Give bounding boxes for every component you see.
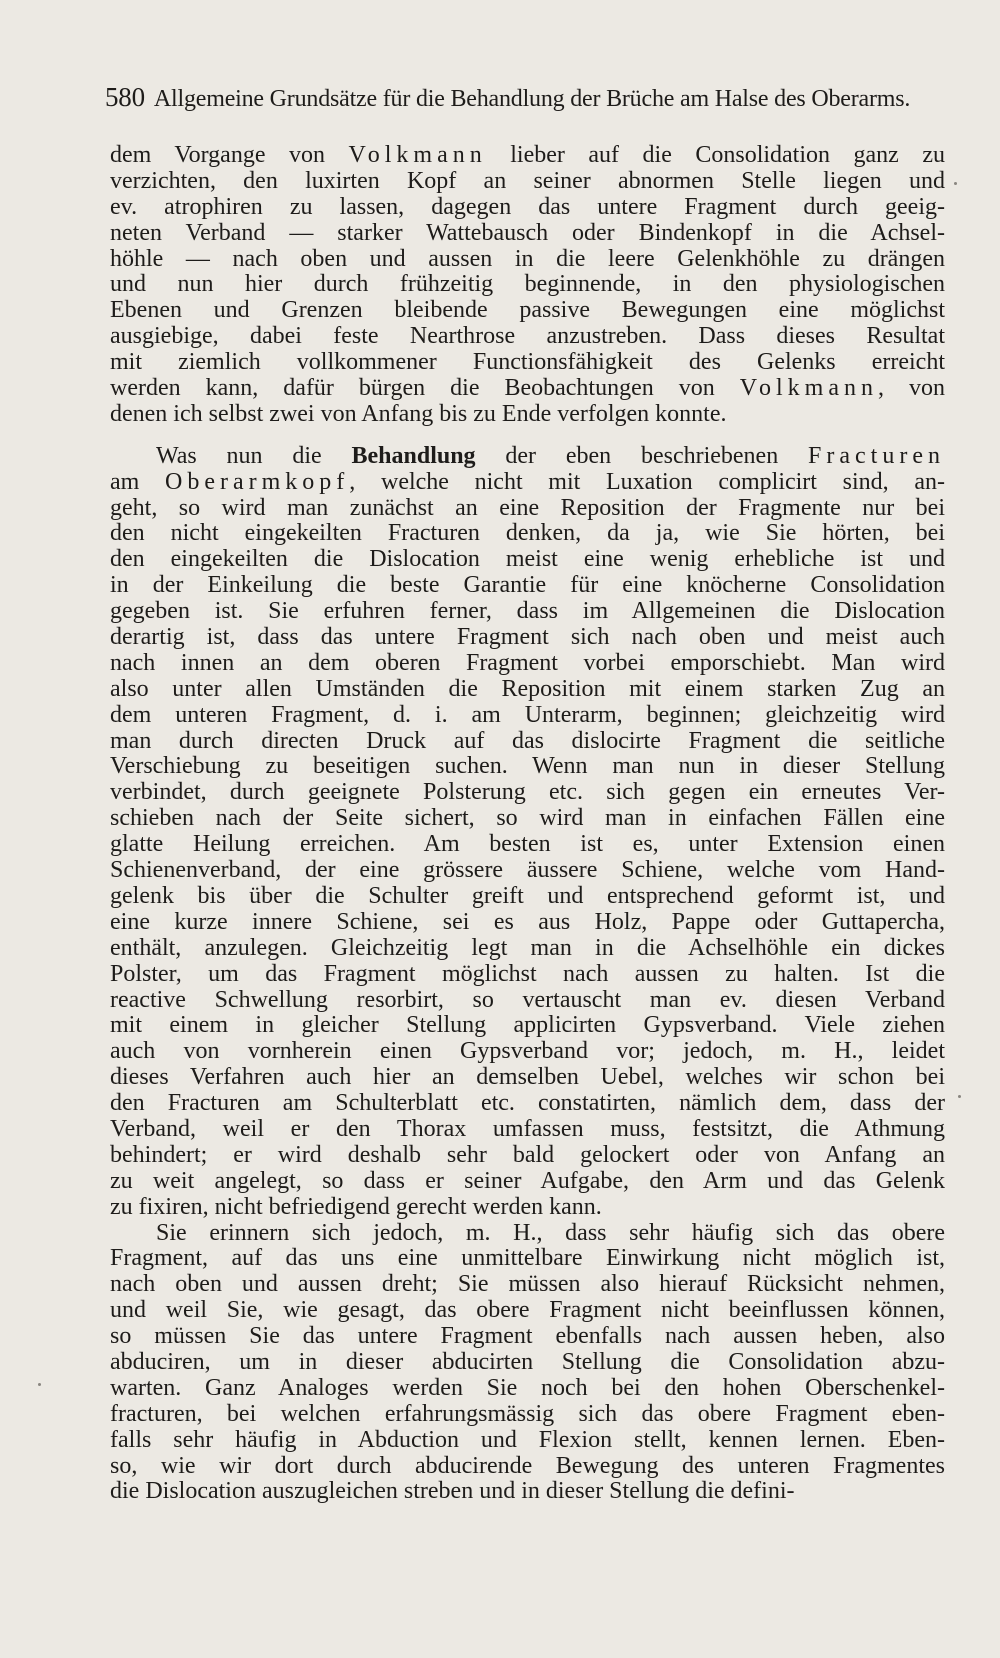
text-line bbox=[110, 1221, 945, 1247]
text-line bbox=[110, 1479, 945, 1505]
text-segment: am bbox=[110, 469, 166, 495]
text-line bbox=[110, 1298, 945, 1324]
text-segment: zu weit angelegt, so dass er seiner Aufgabe, den Arm und das Gelenk bbox=[110, 1168, 945, 1194]
text-segment: in der Einkeilung die beste Garantie für eine knöcherne Consolidation bbox=[110, 573, 945, 599]
text-segment: Fragment, auf das uns eine unmittelbare Einwirkung nicht möglich ist, bbox=[110, 1246, 945, 1272]
text-segment: Oberarmkopf bbox=[165, 469, 350, 495]
text-segment: enthält, anzulegen. Gleichzeitig legt man in die Achselhöhle ein dickes bbox=[110, 935, 945, 961]
text-line bbox=[110, 521, 945, 547]
text-segment: Fracturen bbox=[808, 443, 945, 469]
text-segment: falls sehr häufig in Abduction und Flexion stellt, kennen lernen. Eben- bbox=[110, 1427, 945, 1453]
paper-speck bbox=[954, 182, 957, 185]
text-segment: und nun hier durch frühzeitig beginnende, in den physiologischen bbox=[110, 272, 945, 298]
text-line bbox=[110, 1428, 945, 1454]
text-line bbox=[110, 1091, 945, 1117]
text-segment: geht, so wird man zunächst an eine Reposition der Fragmente nur bei bbox=[110, 495, 945, 521]
text-segment: Polster, um das Fragment möglichst nach aussen zu halten. Ist die bbox=[110, 961, 945, 987]
text-line bbox=[110, 298, 945, 324]
text-segment: schieben nach der Seite sichert, so wird man in einfachen Fällen eine bbox=[110, 806, 945, 832]
text-segment: dem unteren Fragment, d. i. am Unterarm, beginnen; gleichzeitig wird bbox=[110, 702, 945, 728]
text-line bbox=[110, 754, 945, 780]
text-segment: , welche nicht mit Luxation complicirt sind, an- bbox=[349, 469, 945, 495]
text-segment: abduciren, um in dieser abducirten Stellung die Consolidation abzu- bbox=[110, 1349, 945, 1375]
text-line bbox=[110, 1013, 945, 1039]
text-line bbox=[110, 962, 945, 988]
text-line bbox=[110, 1350, 945, 1376]
text-line bbox=[110, 1454, 945, 1480]
text-segment: derartig ist, dass das untere Fragment sich nach oben und meist auch bbox=[110, 625, 945, 651]
text-segment: zu fixiren, nicht befriedigend gerecht werden kann. bbox=[110, 1194, 602, 1220]
text-line bbox=[110, 884, 945, 910]
text-line bbox=[110, 780, 945, 806]
text-segment: die Dislocation auszugleichen streben und in dieser Stellung die defini- bbox=[110, 1479, 795, 1505]
text-line bbox=[110, 625, 945, 651]
paragraph-1 bbox=[110, 143, 945, 428]
paragraph-2 bbox=[110, 444, 945, 1221]
text-line bbox=[110, 1376, 945, 1402]
text-segment: reactive Schwellung resorbirt, so vertauscht man ev. diesen Verband bbox=[110, 987, 945, 1013]
text-line bbox=[110, 806, 945, 832]
text-segment: also unter allen Umständen die Reposition mit einem starken Zug an bbox=[110, 676, 945, 702]
text-line bbox=[110, 1324, 945, 1350]
text-segment: verbindet, durch geeignete Polsterung etc. sich gegen ein erneutes Ver- bbox=[110, 780, 945, 806]
page-number: 580 bbox=[105, 82, 145, 112]
text-line bbox=[110, 858, 945, 884]
text-segment: dieses Verfahren auch hier an demselben Uebel, welches wir schon bei bbox=[110, 1065, 945, 1091]
text-segment: werden kann, dafür bürgen die Beobachtungen von bbox=[110, 376, 740, 402]
text-line bbox=[110, 195, 945, 221]
text-segment: lieber auf die Consolidation ganz zu bbox=[486, 143, 945, 168]
text-segment: auch von vornherein einen Gypsverband vor; jedoch, m. H., leidet bbox=[110, 1039, 945, 1065]
text-segment: so müssen Sie das untere Fragment ebenfalls nach aussen heben, also bbox=[110, 1324, 945, 1350]
text-line bbox=[110, 547, 945, 573]
text-line bbox=[110, 376, 945, 402]
running-header bbox=[105, 80, 943, 116]
text-segment: behindert; er wird deshalb sehr bald gelockert oder von Anfang an bbox=[110, 1142, 945, 1168]
body-text bbox=[110, 143, 945, 1505]
text-segment: eine kurze innere Schiene, sei es aus Holz, Pappe oder Guttapercha, bbox=[110, 909, 945, 935]
text-segment: gelenk bis über die Schulter greift und entsprechend geformt ist, und bbox=[110, 883, 945, 909]
text-segment: neten Verband — starker Wattebausch oder Bindenkopf in die Achsel- bbox=[110, 220, 945, 246]
text-segment: dem Vorgange von bbox=[110, 143, 349, 168]
text-segment: fracturen, bei welchen erfahrungsmässig sich das obere Fragment eben- bbox=[110, 1401, 945, 1427]
text-segment: verzichten, den luxirten Kopf an seiner abnormen Stelle liegen und bbox=[110, 168, 945, 194]
text-line bbox=[110, 1169, 945, 1195]
text-line bbox=[110, 729, 945, 755]
paper-speck bbox=[958, 1095, 961, 1098]
text-line bbox=[110, 143, 945, 169]
text-segment: und weil Sie, wie gesagt, das obere Fragment nicht beeinflussen können, bbox=[110, 1298, 945, 1324]
text-segment: , von bbox=[878, 376, 945, 402]
text-segment: mit ziemlich vollkommener Functionsfähigkeit des Gelenks erreicht bbox=[110, 350, 945, 376]
text-segment: denen ich selbst zwei von Anfang bis zu Ende verfolgen konnte. bbox=[110, 401, 727, 427]
paper-speck bbox=[38, 1383, 41, 1386]
text-line bbox=[110, 470, 945, 496]
text-line bbox=[110, 402, 945, 428]
text-segment: warten. Ganz Analoges werden Sie noch bei den hohen Oberschenkel- bbox=[110, 1375, 945, 1401]
text-line bbox=[110, 988, 945, 1014]
text-segment: ausgiebige, dabei feste Nearthrose anzustreben. Dass dieses Resultat bbox=[110, 324, 945, 350]
text-segment: den nicht eingekeilten Fracturen denken, da ja, wie Sie hörten, bei bbox=[110, 521, 945, 547]
text-line bbox=[110, 936, 945, 962]
text-segment: Verband, weil er den Thorax umfassen muss, festsitzt, die Athmung bbox=[110, 1116, 945, 1142]
text-line bbox=[110, 599, 945, 625]
running-title: Allgemeine Grundsätze für die Behandlung der Brüche am Halse des Oberarms. bbox=[153, 86, 911, 112]
text-line bbox=[110, 703, 945, 729]
text-line bbox=[110, 496, 945, 522]
text-line bbox=[110, 677, 945, 703]
text-line bbox=[110, 444, 945, 470]
text-line bbox=[110, 832, 945, 858]
text-line bbox=[110, 1246, 945, 1272]
text-segment: gegeben ist. Sie erfuhren ferner, dass im Allgemeinen die Dislocation bbox=[110, 599, 945, 625]
text-line bbox=[110, 324, 945, 350]
text-segment: so, wie wir dort durch abducirende Bewegung des unteren Fragmentes bbox=[110, 1453, 945, 1479]
text-segment: man durch directen Druck auf das dislocirte Fragment die seitliche bbox=[110, 728, 945, 754]
text-segment: Ebenen und Grenzen bleibende passive Bewegungen eine möglichst bbox=[110, 298, 945, 324]
text-segment: Volkmann bbox=[739, 376, 878, 402]
text-line bbox=[110, 1117, 945, 1143]
text-line bbox=[110, 350, 945, 376]
text-segment: mit einem in gleicher Stellung applicirten Gypsverband. Viele ziehen bbox=[110, 1013, 945, 1039]
text-line bbox=[110, 272, 945, 298]
text-segment: glatte Heilung erreichen. Am besten ist es, unter Extension einen bbox=[110, 832, 945, 858]
text-line bbox=[110, 573, 945, 599]
text-segment: ev. atrophiren zu lassen, dagegen das untere Fragment durch geeig- bbox=[110, 194, 945, 220]
text-segment: nach innen an dem oberen Fragment vorbei emporschiebt. Man wird bbox=[110, 650, 945, 676]
text-line bbox=[110, 247, 945, 273]
text-line bbox=[110, 1143, 945, 1169]
paragraph-3 bbox=[110, 1221, 945, 1506]
text-segment: nach oben und aussen dreht; Sie müssen also hierauf Rücksicht nehmen, bbox=[110, 1272, 945, 1298]
text-line bbox=[110, 1272, 945, 1298]
text-segment: Volkmann bbox=[348, 143, 487, 168]
text-line bbox=[110, 1065, 945, 1091]
text-segment: den Fracturen am Schulterblatt etc. constatirten, nämlich dem, dass der bbox=[110, 1091, 945, 1117]
text-line bbox=[110, 1195, 945, 1221]
text-segment: Sie erinnern sich jedoch, m. H., dass sehr häufig sich das obere bbox=[156, 1220, 945, 1246]
text-line bbox=[110, 651, 945, 677]
text-line bbox=[110, 169, 945, 195]
text-segment: Behandlung bbox=[351, 443, 476, 469]
text-segment: höhle — nach oben und aussen in die leere Gelenkhöhle zu drängen bbox=[110, 246, 945, 272]
text-segment: Verschiebung zu beseitigen suchen. Wenn man nun in dieser Stellung bbox=[110, 754, 945, 780]
text-segment: den eingekeilten die Dislocation meist eine wenig erhebliche ist und bbox=[110, 547, 945, 573]
text-line bbox=[110, 1402, 945, 1428]
paragraph-gap bbox=[110, 428, 945, 444]
text-segment: der eben beschriebenen bbox=[475, 443, 809, 469]
text-line bbox=[110, 221, 945, 247]
text-segment: Was nun die bbox=[156, 443, 352, 469]
text-line bbox=[110, 1039, 945, 1065]
text-line bbox=[110, 910, 945, 936]
text-segment: Schienenverband, der eine grössere äussere Schiene, welche vom Hand- bbox=[110, 858, 945, 884]
